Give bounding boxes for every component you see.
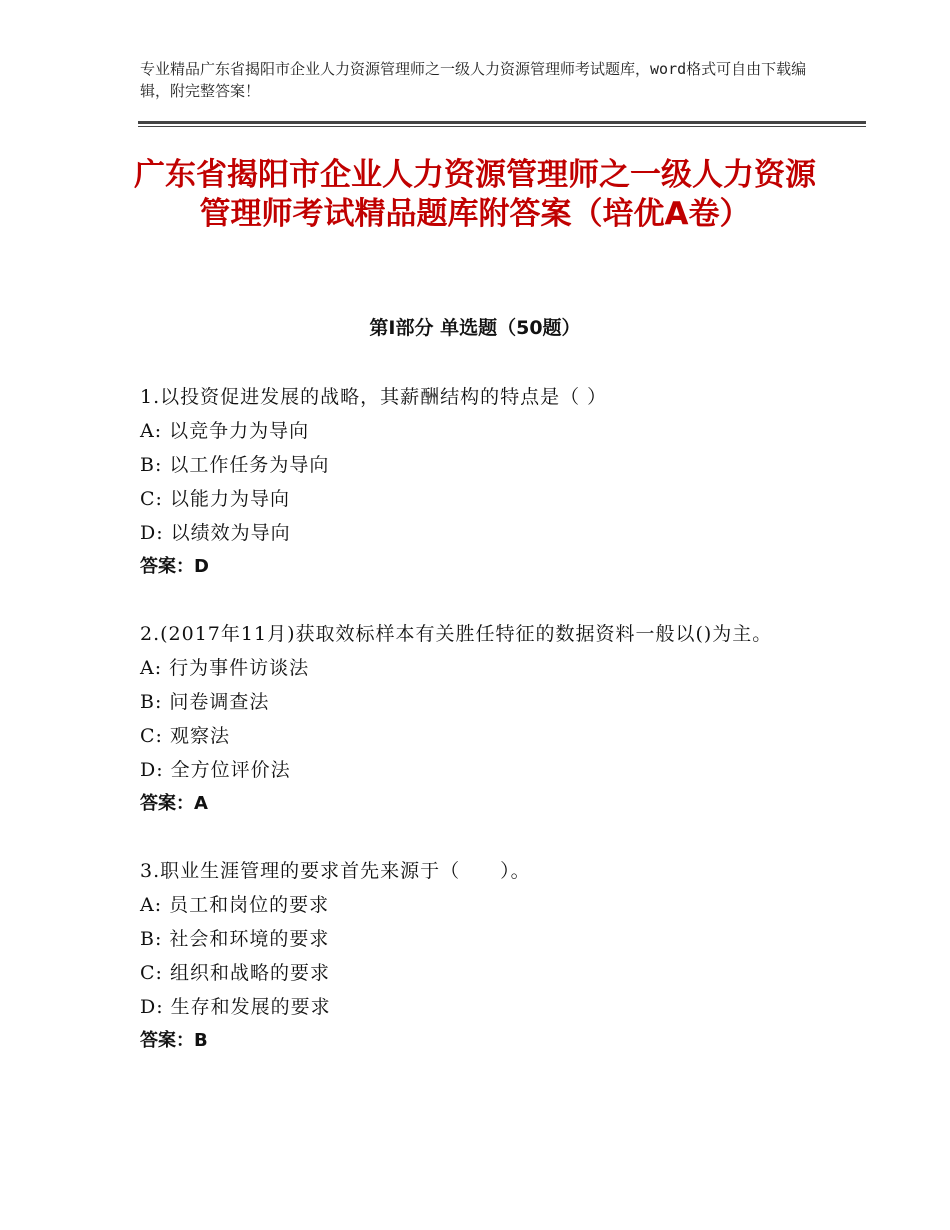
option-c: C: 以能力为导向	[140, 488, 290, 510]
option-d: D: 生存和发展的要求	[140, 996, 331, 1018]
answer: 答案：B	[140, 1030, 208, 1051]
question-1	[140, 380, 820, 584]
question-stem: 1.以投资促进发展的战略，其薪酬结构的特点是（ ）	[140, 386, 608, 408]
section-heading: 第Ⅰ部分 单选题（50题）	[369, 317, 581, 339]
document-title: 广东省揭阳市企业人力资源管理师之一级人力资源管理师考试精品题库附答案（培优A卷）	[134, 157, 816, 232]
option-d: D: 全方位评价法	[140, 759, 291, 781]
option-a: A: 以竞争力为导向	[140, 420, 310, 442]
question-stem: 3.职业生涯管理的要求首先来源于（ ）。	[140, 860, 531, 882]
option-b: B: 问卷调查法	[140, 691, 270, 713]
option-d: D: 以绩效为导向	[140, 522, 291, 544]
question-stem: 2.(2017年11月)获取效标样本有关胜任特征的数据资料一般以()为主。	[140, 623, 773, 645]
header-rule-thin	[138, 126, 866, 127]
option-a: A: 员工和岗位的要求	[140, 894, 330, 916]
answer: 答案：A	[140, 793, 208, 814]
header-note: 专业精品广东省揭阳市企业人力资源管理师之一级人力资源管理师考试题库，word格式可自由下载编辑，附完整答案！	[140, 60, 807, 100]
question-2	[140, 617, 820, 821]
question-3	[140, 854, 820, 1058]
option-c: C: 观察法	[140, 725, 230, 747]
question-list	[140, 380, 820, 1091]
option-a: A: 行为事件访谈法	[140, 657, 310, 679]
option-c: C: 组织和战略的要求	[140, 962, 330, 984]
option-b: B: 社会和环境的要求	[140, 928, 330, 950]
answer: 答案：D	[140, 556, 209, 577]
option-b: B: 以工作任务为导向	[140, 454, 330, 476]
header-rule-thick	[138, 121, 866, 124]
